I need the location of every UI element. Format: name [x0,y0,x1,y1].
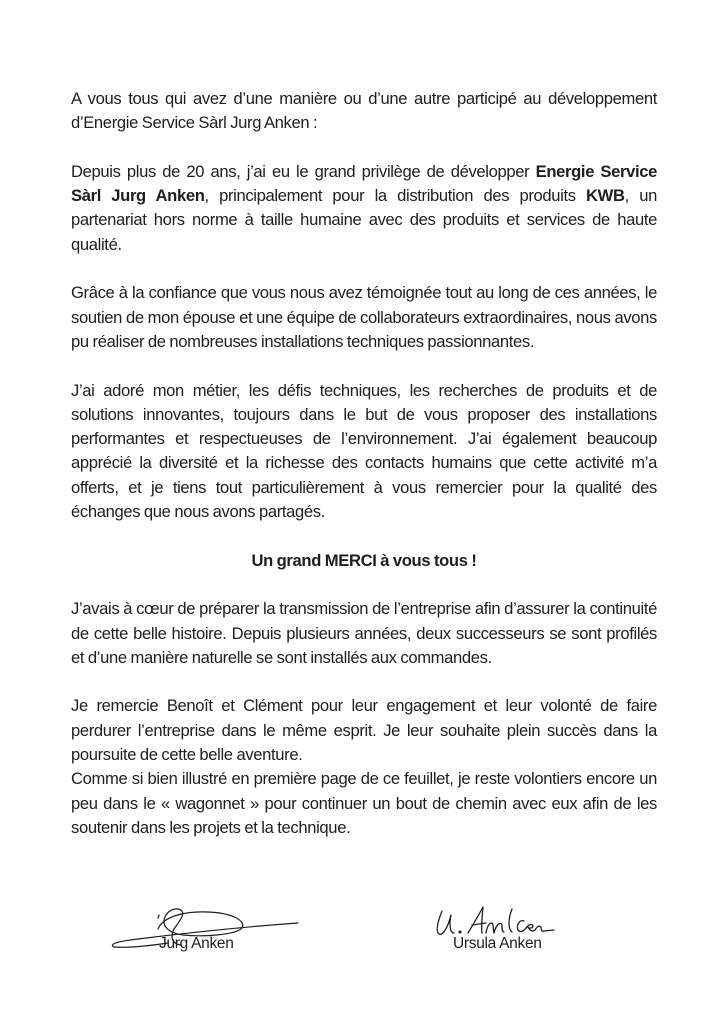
paragraph-successors: Je remercie Benoît et Clément pour leur engagement et leur volonté de faire perdurer l’entreprise dans le même esprit. Je leur souhaite plein succès dans la poursuite de cette belle aventure. [71,696,657,765]
history-text-a: Depuis plus de 20 ans, j’ai eu le grand privilège de développer [71,161,536,181]
history-text-c: , un partenariat hors norme à taille humaine avec des produits et services de haute qualité. [71,186,657,254]
paragraph-career: J’ai adoré mon métier, les défis techniques, les recherches de produits et de solutions innovantes, toujours dans le but de vous proposer des installations performantes et respectueuses de l’environnement. J’ai également beaucoup apprécié la diversité et la richesse des contacts humains que cette activité m’a offerts, et je tiens tout particulièrement à vous remercier pour la qualité des échanges que nous avons partagés. [71,380,657,522]
paragraph-history [71,160,657,257]
paragraph-wagonnet: Comme si bien illustré en première page de ce feuillet, je reste volontiers encore un peu dans le « wagonnet » pour continuer un bout de chemin avec eux afin de les soutenir dans les projets et la technique. [71,769,657,837]
signer-name-ursula: Ursula Anken [453,935,542,952]
paragraph-greeting: A vous tous qui avez d’une manière ou d’une autre participé au développement d’Energie Service Sàrl Jurg Anken : [71,89,657,133]
brand-name: KWB [586,186,625,206]
signer-name-jurg: Jurg Anken [159,935,234,952]
thanks-heading: Un grand MERCI à vous tous ! [251,550,477,570]
letter-body [71,87,657,840]
signature-jurg [108,895,308,965]
paragraph-trust: Grâce à la confiance que vous nous avez témoignée tout au long de ces années, le soutien de mon épouse et une équipe de collaborateurs extraordinaires, nous avons pu réaliser de nombreuses installations techniques passionnantes. [71,283,657,351]
history-text-b: , principalement pour la distribution des produits [204,186,587,206]
signatures [0,895,728,965]
paragraph-succession: J’avais à cœur de préparer la transmission de l’entreprise afin d’assurer la continuité de cette belle histoire. Depuis plusieurs années, deux successeurs se sont profilés et d’une manière naturelle se sont installés aux commandes. [71,599,657,667]
company-name: Energie Service Sàrl Jurg Anken [71,161,658,206]
signature-ursula [420,895,620,965]
